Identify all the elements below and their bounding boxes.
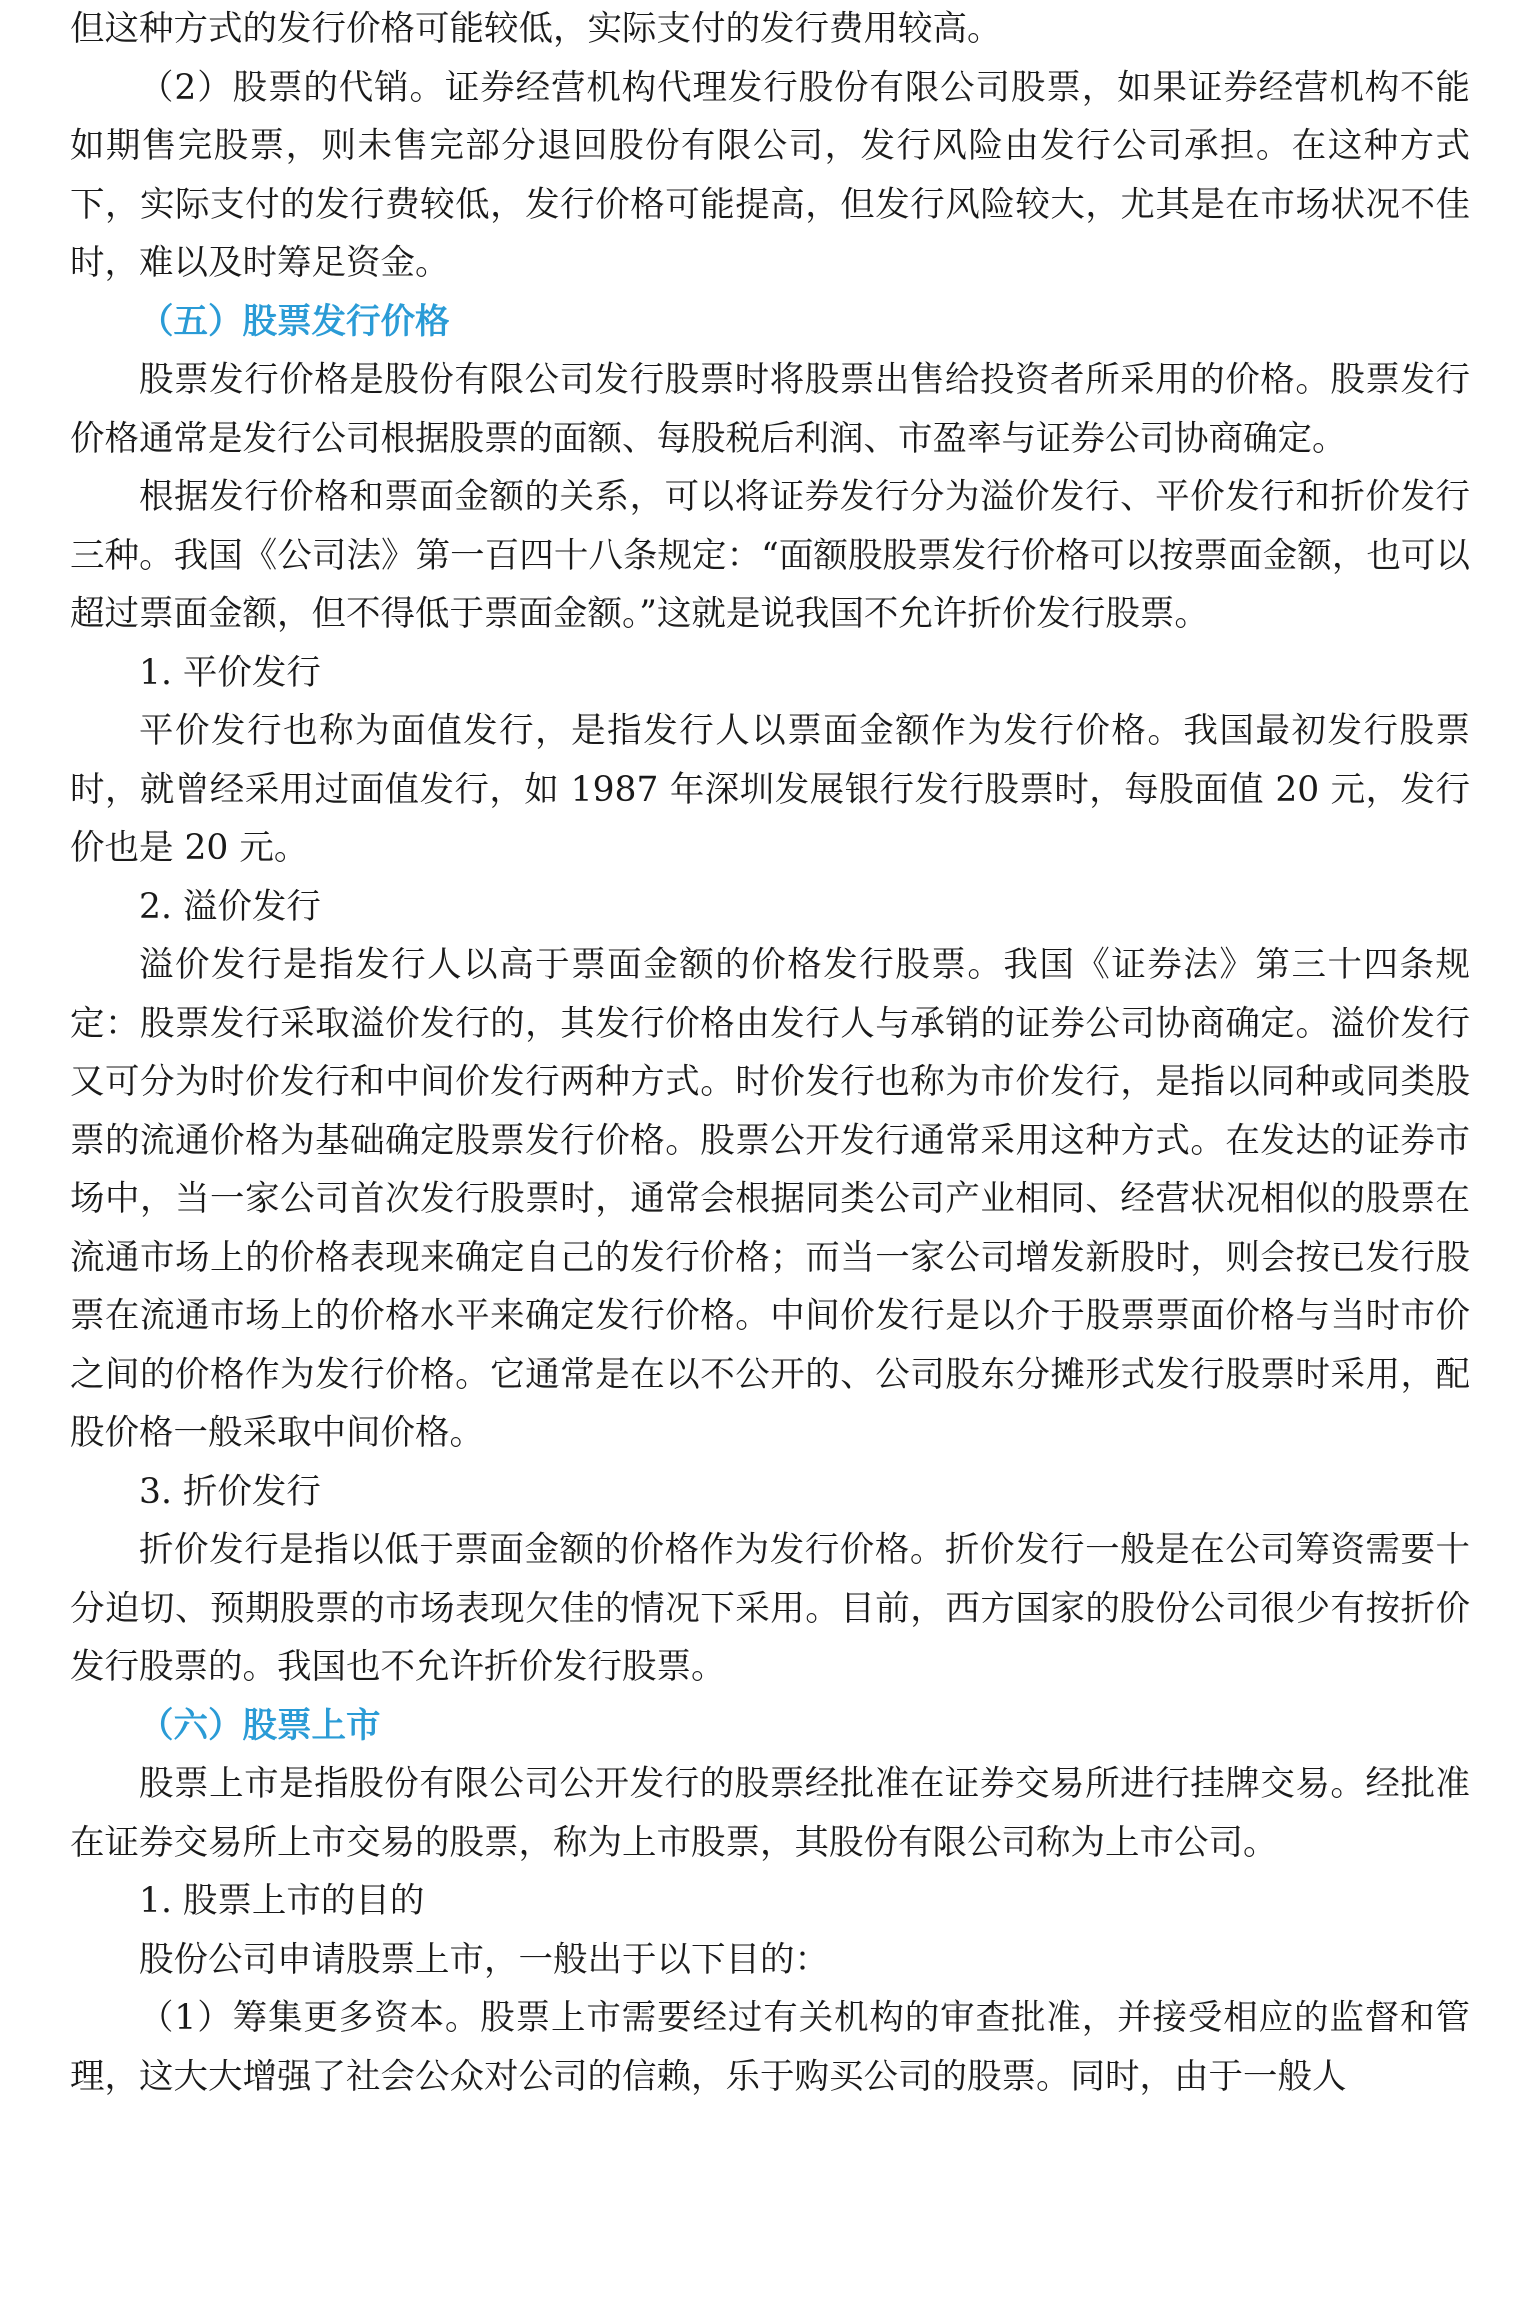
document-page — [70, 0, 1470, 2106]
paragraph-par-issue: 平价发行也称为面值发行，是指发行人以票面金额作为发行价格。我国最初发行股票时，就曾经采用过面值发行，如 1987 年深圳发展银行发行股票时，每股面值 20 元，发行价也是 20 元。 — [70, 711, 1470, 868]
subheading-premium-issue: 2. 溢价发行 — [139, 886, 321, 927]
paragraph-consignment: （2）股票的代销。证券经营机构代理发行股份有限公司股票，如果证券经营机构不能如期售完股票，则未售完部分退回股份有限公司，发行风险由发行公司承担。在这种方式下，实际支付的发行费较低，发行价格可能提高，但发行风险较大，尤其是在市场状况不佳时，难以及时筹足资金。 — [70, 67, 1470, 283]
subheading-par-issue: 1. 平价发行 — [139, 652, 321, 693]
paragraph-listing-definition: 股票上市是指股份有限公司公开发行的股票经批准在证券交易所进行挂牌交易。经批准在证券交易所上市交易的股票，称为上市股票，其股份有限公司称为上市公司。 — [70, 1764, 1470, 1863]
section-heading-listing: （六）股票上市 — [139, 1705, 381, 1746]
section-heading-issue-price: （五）股票发行价格 — [139, 301, 450, 342]
subheading-discount-issue: 3. 折价发行 — [139, 1471, 321, 1512]
paragraph-discount-issue: 折价发行是指以低于票面金额的价格作为发行价格。折价发行一般是在公司筹资需要十分迫切、预期股票的市场表现欠佳的情况下采用。目前，西方国家的股份公司很少有按折价发行股票的。我国也不允许折价发行股票。 — [70, 1530, 1470, 1687]
paragraph-listing-purpose-intro: 股份公司申请股票上市，一般出于以下目的： — [139, 1939, 829, 1980]
paragraph-continuation: 但这种方式的发行价格可能较低，实际支付的发行费用较高。 — [70, 9, 1002, 49]
subheading-listing-purpose: 1. 股票上市的目的 — [139, 1881, 425, 1921]
paragraph-issue-price-definition: 股票发行价格是股份有限公司发行股票时将股票出售给投资者所采用的价格。股票发行价格通常是发行公司根据股票的面额、每股税后利润、市盈率与证券公司协商确定。 — [70, 360, 1470, 459]
paragraph-raise-capital: （1）筹集更多资本。股票上市需要经过有关机构的审查批准，并接受相应的监督和管理，这大大增强了社会公众对公司的信赖，乐于购买公司的股票。同时，由于一般人 — [70, 1998, 1470, 2097]
paragraph-premium-issue: 溢价发行是指发行人以高于票面金额的价格发行股票。我国《证券法》第三十四条规定：股票发行采取溢价发行的，其发行价格由发行人与承销的证券公司协商确定。溢价发行又可分为时价发行和中间价发行两种方式。时价发行也称为市价发行，是指以同种或同类股票的流通价格为基础确定股票发行价格。股票公开发行通常采用这种方式。在发达的证券市场中，当一家公司首次发行股票时，通常会根据同类公司产业相同、经营状况相似的股票在流通市场上的价格表现来确定自己的发行价格；而当一家公司增发新股时，则会按已发行股票在流通市场上的价格水平来确定发行价格。中间价发行是以介于股票票面价格与当时市价之间的价格作为发行价格。它通常是在以不公开的、公司股东分摊形式发行股票时采用，配股价格一般采取中间价格。 — [70, 945, 1470, 1453]
paragraph-issue-types: 根据发行价格和票面金额的关系，可以将证券发行分为溢价发行、平价发行和折价发行三种。我国《公司法》第一百四十八条规定：“面额股股票发行价格可以按票面金额，也可以超过票面金额，但不得低于票面金额。”这就是说我国不允许折价发行股票。 — [70, 477, 1470, 634]
